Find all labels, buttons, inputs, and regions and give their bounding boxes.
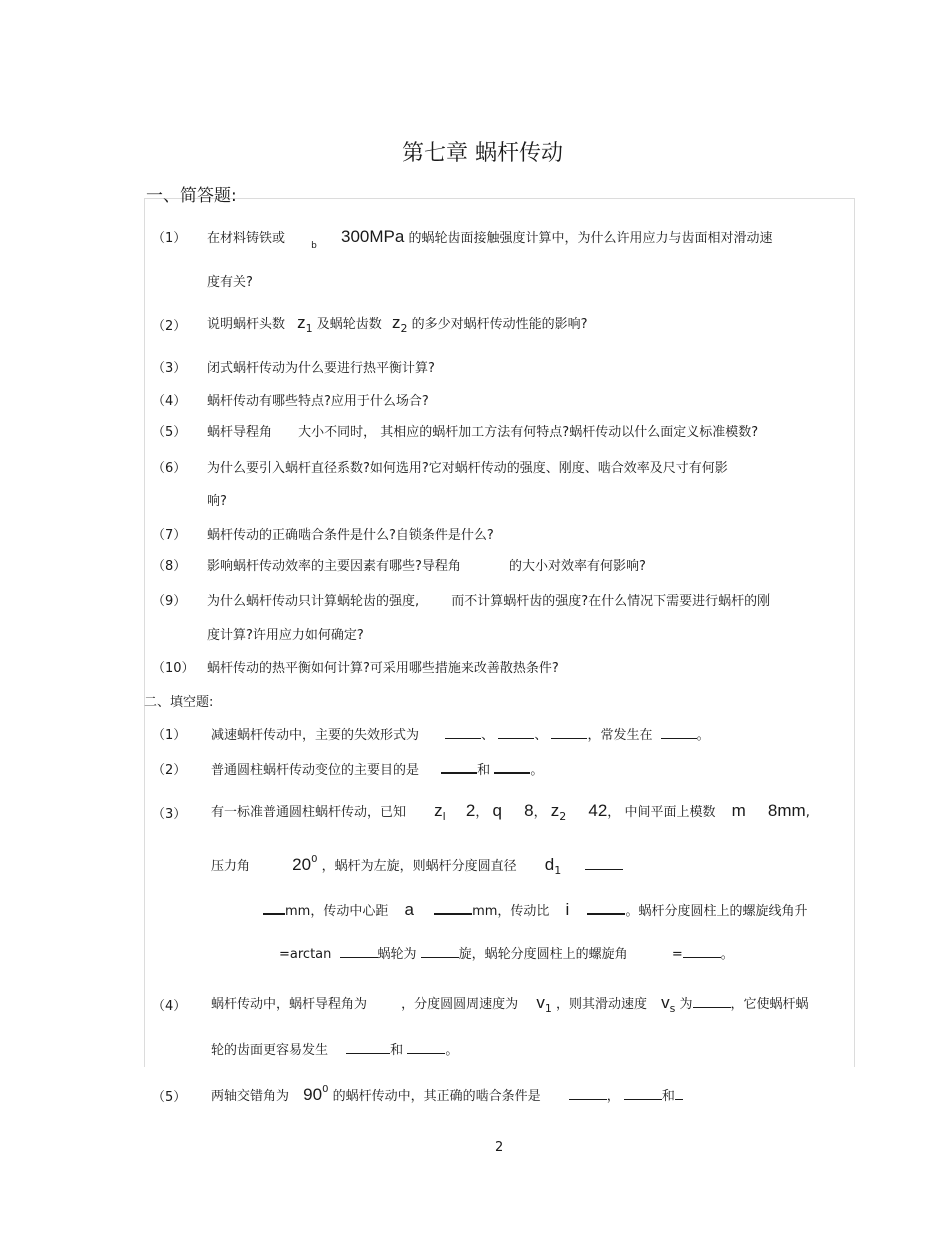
q7-number: （7） (152, 528, 187, 543)
q9-number: （9） (152, 594, 187, 609)
q5-number: （5） (152, 425, 187, 440)
q1-text: 在材料铸铁或 $_b$ 300MPa 的蜗轮齿面接触强度计算中，为什么许用应力与齿面相对滑动速 (207, 227, 773, 251)
f3-blank-beta (683, 945, 721, 958)
section-heading-short-answer: 一、简答题: (146, 186, 237, 206)
q6-text-line2: 响? (207, 494, 227, 509)
q10-number: （10） (152, 661, 195, 676)
f4-blank-1 (346, 1041, 390, 1054)
f1-number: （1） (152, 728, 187, 743)
f1-blank-1 (445, 726, 481, 739)
section-heading-fill-in: 二、填空题: (144, 695, 214, 710)
f1-blank-3 (551, 726, 587, 739)
f3-blank-arctan (340, 945, 378, 958)
f2-blank-2 (494, 760, 530, 774)
f3-blank-i (587, 901, 625, 915)
q8-text: 影响蜗杆传动效率的主要因素有哪些?导程角 的大小对效率有何影响? (207, 559, 646, 574)
chapter-title: 第七章 蜗杆传动 (402, 141, 563, 166)
q6-number: （6） (152, 461, 187, 476)
f1-blank-4 (661, 726, 697, 739)
page-number: 2 (495, 1140, 504, 1155)
f3-line3: mm，传动中心距 a mm，传动比 i 。蜗杆分度圆柱上的螺旋线角升 (263, 900, 807, 920)
q3-text: 闭式蜗杆传动为什么要进行热平衡计算? (207, 361, 435, 376)
q10-text: 蜗杆传动的热平衡如何计算?可采用哪些措施来改善散热条件? (207, 661, 559, 676)
q9-text-line2: 度计算?许用应力如何确定? (207, 628, 364, 643)
f5-blank-1 (569, 1087, 607, 1100)
f3-line2: 压力角 $20^0$ ，蜗杆为左旋，则蜗杆分度圆直径 $d_1$ (211, 854, 623, 877)
q1-number: （1） (152, 231, 187, 246)
f2-text: 普通圆柱蜗杆传动变位的主要目的是 和 。 (211, 759, 543, 778)
f5-number: （5） (152, 1090, 187, 1105)
f5-text: 两轴交错角为 $90^0$ 的蜗杆传动中，其正确的啮合条件是 ， 和 (211, 1084, 683, 1105)
q9-text: 为什么蜗杆传动只计算蜗轮齿的强度, 而不计算蜗杆齿的强度?在什么情况下需要进行蜗杆的刚 (207, 594, 771, 609)
q2-text: 说明蜗杆头数 $z_1$ 及蜗轮齿数 $z_2$ 的多少对蜗杆传动性能的影响? (207, 313, 588, 335)
f3-line1: 有一标准普通圆柱蜗杆传动，已知 $z_l$ 2， q 8， $z_2$ 42， 中间平面上模数 m 8mm, (211, 801, 810, 823)
f3-number: （3） (152, 807, 187, 822)
f2-blank-1 (441, 760, 477, 774)
f3-blank-d1 (585, 857, 623, 870)
q6-text: 为什么要引入蜗杆直径系数?如何选用?它对蜗杆传动的强度、刚度、啮合效率及尺寸有何影 (207, 461, 728, 476)
q2-number: （2） (152, 319, 187, 334)
q8-number: （8） (152, 559, 187, 574)
f2-number: （2） (152, 763, 187, 778)
f3-blank-hand (421, 945, 459, 958)
f1-text: 减速蜗杆传动中，主要的失效形式为 、 、 ，常发生在 。 (211, 728, 710, 743)
f4-number: （4） (152, 999, 187, 1014)
f3-blank-a (434, 901, 472, 915)
q7-text: 蜗杆传动的正确啮合条件是什么?自锁条件是什么? (207, 528, 494, 543)
f5-blank-2 (624, 1087, 662, 1100)
f4-line1: 蜗杆传动中，蜗杆导程角为 ，分度圆圆周速度为 $v_1$ ，则其滑动速度 $v_s$ 为 ，它使蜗杆蜗 (211, 993, 809, 1015)
f4-blank-2 (407, 1041, 445, 1054)
f3-line4: =arctan 蜗轮为 旋，蜗轮分度圆柱上的螺旋角 = 。 (279, 947, 734, 962)
f3-blank-d1-cont (263, 901, 285, 915)
q3-number: （3） (152, 361, 187, 376)
q4-text: 蜗杆传动有哪些特点?应用于什么场合? (207, 394, 429, 409)
q5-text: 蜗杆导程角 大小不同时， 其相应的蜗杆加工方法有何特点?蜗杆传动以什么面定义标准模数? (207, 425, 759, 440)
f1-blank-2 (498, 726, 534, 739)
q4-number: （4） (152, 394, 187, 409)
f4-blank-vs (693, 995, 731, 1008)
f4-line2: 轮的齿面更容易发生 和 。 (211, 1043, 459, 1058)
q1-text-line2: 度有关? (207, 275, 253, 290)
f5-blank-3 (675, 1087, 683, 1100)
